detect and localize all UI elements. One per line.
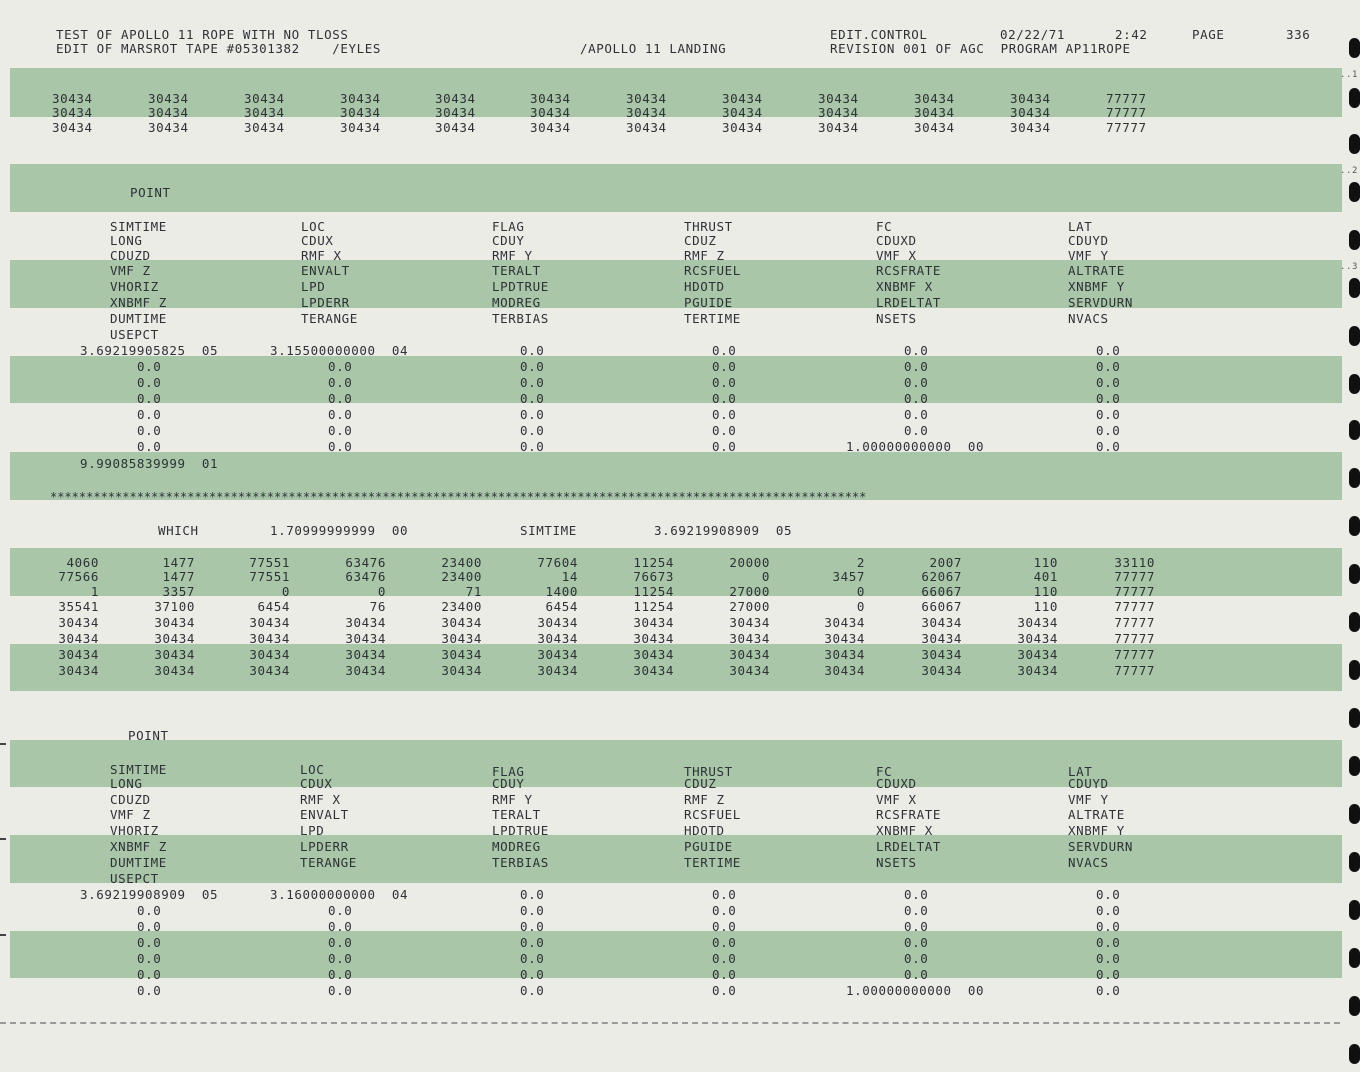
field-label: CDUXD xyxy=(876,776,917,791)
octal-cell: 77777 xyxy=(1114,599,1155,614)
field-label: RCSFRATE xyxy=(876,807,942,822)
field-label: TERBIAS xyxy=(492,855,549,870)
field-label: LRDELTAT xyxy=(876,839,942,854)
field-value: 0.0 xyxy=(904,903,929,918)
octal-cell: 4060 xyxy=(66,555,99,570)
field-value: 0.0 xyxy=(137,375,162,390)
field-value: 0.0 xyxy=(904,359,929,374)
field-label: XNBMF Z xyxy=(110,295,167,310)
octal-cell: 30434 xyxy=(824,663,865,678)
field-value: 0.0 xyxy=(520,375,545,390)
field-label: LONG xyxy=(110,233,143,248)
octal-cell: 30434 xyxy=(58,647,99,662)
octal-cell: 77777 xyxy=(1114,584,1155,599)
octal-cell: 2 xyxy=(856,555,865,570)
field-value: 0.0 xyxy=(520,407,545,422)
field-value: 0.0 xyxy=(904,391,929,406)
octal-cell: 30434 xyxy=(58,663,99,678)
octal-cell: 30434 xyxy=(729,615,770,630)
field-value: 0.0 xyxy=(137,423,162,438)
octal-cell: 0 xyxy=(856,584,865,599)
field-label: ALTRATE xyxy=(1068,263,1125,278)
octal-cell: 0 xyxy=(377,584,386,599)
point-title: POINT xyxy=(128,728,169,743)
field-label: USEPCT xyxy=(110,871,159,886)
field-label: RMF Z xyxy=(684,792,725,807)
field-label: RMF Z xyxy=(684,248,725,263)
margin-mark: ..1 xyxy=(1340,70,1359,80)
field-value: 0.0 xyxy=(712,887,737,902)
octal-cell: 77777 xyxy=(1114,647,1155,662)
field-value: 0.0 xyxy=(712,903,737,918)
octal-cell: 1400 xyxy=(545,584,578,599)
octal-cell: 11254 xyxy=(633,599,674,614)
octal-cell: 30434 xyxy=(537,647,578,662)
field-value: 0.0 xyxy=(520,967,545,982)
octal-cell: 30434 xyxy=(921,615,962,630)
octal-cell: 401 xyxy=(1033,569,1058,584)
field-value: 0.0 xyxy=(137,391,162,406)
octal-cell: 11254 xyxy=(633,584,674,599)
octal-cell: 30434 xyxy=(824,647,865,662)
octal-cell: 30434 xyxy=(633,647,674,662)
octal-cell: 30434 xyxy=(1017,663,1058,678)
field-label: VHORIZ xyxy=(110,823,159,838)
octal-cell: 1477 xyxy=(162,555,195,570)
octal-cell: 66067 xyxy=(921,599,962,614)
field-label: USEPCT xyxy=(110,327,159,342)
field-value: 0.0 xyxy=(904,887,929,902)
header-date: 02/22/71 xyxy=(1000,27,1066,42)
octal-cell: 6454 xyxy=(545,599,578,614)
field-value: 0.0 xyxy=(520,343,545,358)
field-value: 0.0 xyxy=(137,983,162,998)
field-label: NVACS xyxy=(1068,311,1109,326)
octal-cell: 0 xyxy=(761,569,770,584)
field-label: LOC xyxy=(300,762,325,777)
octal-cell: 30434 xyxy=(1017,647,1058,662)
field-label: FC xyxy=(876,764,893,779)
octal-cell: 30434 xyxy=(58,615,99,630)
octal-cell: 30434 xyxy=(633,631,674,646)
octal-cell: 30434 xyxy=(633,663,674,678)
octal-cell: 3357 xyxy=(162,584,195,599)
field-label: PGUIDE xyxy=(684,295,733,310)
octal-cell: 71 xyxy=(465,584,482,599)
field-label: CDUY xyxy=(492,776,525,791)
field-value: 0.0 xyxy=(328,375,353,390)
field-label: NSETS xyxy=(876,855,917,870)
field-value: 0.0 xyxy=(328,951,353,966)
green-bar xyxy=(10,164,1342,212)
field-label: XNBMF X xyxy=(876,823,933,838)
octal-cell: 30434 xyxy=(249,615,290,630)
green-bar xyxy=(10,835,1342,883)
green-bar xyxy=(10,260,1342,308)
octal-cell: 77777 xyxy=(1114,615,1155,630)
field-value: 0.0 xyxy=(520,935,545,950)
simtime-label: SIMTIME xyxy=(520,523,577,538)
field-label: SERVDURN xyxy=(1068,295,1134,310)
field-label: THRUST xyxy=(684,219,733,234)
field-value: 0.0 xyxy=(328,423,353,438)
field-label: TERTIME xyxy=(684,855,741,870)
left-edge-mark xyxy=(0,934,6,936)
which-value: 1.70999999999 00 xyxy=(270,523,409,538)
field-value: 0.0 xyxy=(520,359,545,374)
field-label: CDUY xyxy=(492,233,525,248)
left-edge-mark xyxy=(0,743,6,745)
octal-cell: 77566 xyxy=(58,569,99,584)
field-label: VMF X xyxy=(876,248,917,263)
field-value: 0.0 xyxy=(1096,391,1121,406)
field-value: 3.69219908909 05 xyxy=(80,887,219,902)
octal-cell: 37100 xyxy=(154,599,195,614)
field-value: 0.0 xyxy=(1096,983,1121,998)
field-value: 0.0 xyxy=(1096,343,1121,358)
field-label: CDUXD xyxy=(876,233,917,248)
octal-cell: 30434 xyxy=(249,663,290,678)
field-label: DUMTIME xyxy=(110,855,167,870)
octal-cell: 30434 xyxy=(921,631,962,646)
field-label: LPD xyxy=(301,279,326,294)
field-label: CDUZD xyxy=(110,792,151,807)
octal-cell: 30434 xyxy=(154,663,195,678)
field-label: TERANGE xyxy=(301,311,358,326)
field-label: CDUX xyxy=(301,233,334,248)
octal-cell: 3457 xyxy=(832,569,865,584)
field-value: 0.0 xyxy=(137,951,162,966)
octal-cell: 20000 xyxy=(729,555,770,570)
octal-cell: 33110 xyxy=(1114,555,1155,570)
field-label: RMF X xyxy=(300,792,341,807)
octal-cell: 76 xyxy=(369,599,386,614)
field-label: LAT xyxy=(1068,764,1093,779)
header-edit-control: EDIT.CONTROL xyxy=(830,27,928,42)
octal-cell: 62067 xyxy=(921,569,962,584)
field-value: 0.0 xyxy=(904,951,929,966)
field-label: LONG xyxy=(110,776,143,791)
field-label: VMF Y xyxy=(1068,248,1109,263)
field-label: SERVDURN xyxy=(1068,839,1134,854)
field-label: VMF X xyxy=(876,792,917,807)
field-label: NSETS xyxy=(876,311,917,326)
field-label: LRDELTAT xyxy=(876,295,942,310)
field-label: RCSFRATE xyxy=(876,263,942,278)
field-label: THRUST xyxy=(684,764,733,779)
field-label: ENVALT xyxy=(300,807,349,822)
header-time: 2:42 xyxy=(1115,27,1148,42)
field-value: 0.0 xyxy=(1096,375,1121,390)
field-label: CDUYD xyxy=(1068,233,1109,248)
field-value: 0.0 xyxy=(712,951,737,966)
field-label: HDOTD xyxy=(684,823,725,838)
field-value: 0.0 xyxy=(137,439,162,454)
field-value: 0.0 xyxy=(137,903,162,918)
field-value: 0.0 xyxy=(904,919,929,934)
field-value: 0.0 xyxy=(520,439,545,454)
octal-cell: 30434 xyxy=(441,631,482,646)
octal-cell: 30434 xyxy=(921,663,962,678)
octal-cell: 30434 xyxy=(729,647,770,662)
field-value: 0.0 xyxy=(328,919,353,934)
field-value: 0.0 xyxy=(1096,919,1121,934)
octal-cell: 30434 xyxy=(154,631,195,646)
field-value: 0.0 xyxy=(328,935,353,950)
field-value: 0.0 xyxy=(1096,359,1121,374)
field-label: RMF Y xyxy=(492,248,533,263)
green-bar xyxy=(10,740,1342,787)
octal-cell: 30434 xyxy=(345,647,386,662)
field-value: 0.0 xyxy=(328,903,353,918)
field-label: NVACS xyxy=(1068,855,1109,870)
field-label: ALTRATE xyxy=(1068,807,1125,822)
field-label: XNBMF Y xyxy=(1068,279,1125,294)
field-value: 3.16000000000 04 xyxy=(270,887,409,902)
field-value: 0.0 xyxy=(520,423,545,438)
octal-cell: 30434 xyxy=(1017,615,1058,630)
field-value: 0.0 xyxy=(520,919,545,934)
field-value: 0.0 xyxy=(1096,887,1121,902)
octal-cell: 77604 xyxy=(537,555,578,570)
point-title: POINT xyxy=(130,185,171,200)
left-edge-mark xyxy=(0,838,6,840)
octal-cell: 30434 xyxy=(1017,631,1058,646)
field-value: 0.0 xyxy=(1096,423,1121,438)
field-label: LAT xyxy=(1068,219,1093,234)
field-label: TERALT xyxy=(492,807,541,822)
field-label: MODREG xyxy=(492,295,541,310)
octal-cell: 30434 xyxy=(537,631,578,646)
octal-cell: 63476 xyxy=(345,555,386,570)
octal-cell: 1 xyxy=(90,584,99,599)
margin-mark: ..3 xyxy=(1340,262,1359,272)
octal-cell: 77551 xyxy=(249,569,290,584)
field-label: LOC xyxy=(301,219,326,234)
octal-cell: 30434 xyxy=(345,615,386,630)
field-value: 0.0 xyxy=(904,375,929,390)
header-page-label: PAGE xyxy=(1192,27,1225,42)
field-value: 0.0 xyxy=(137,359,162,374)
octal-cell: 66067 xyxy=(921,584,962,599)
field-value: 0.0 xyxy=(712,375,737,390)
field-value: 0.0 xyxy=(520,983,545,998)
octal-cell: 35541 xyxy=(58,599,99,614)
octal-cell: 30434 xyxy=(537,663,578,678)
field-value: 0.0 xyxy=(1096,903,1121,918)
header-page-number: 336 xyxy=(1286,27,1311,42)
field-label: CDUYD xyxy=(1068,776,1109,791)
field-label: XNBMF X xyxy=(876,279,933,294)
octal-cell: 6454 xyxy=(257,599,290,614)
field-label: FC xyxy=(876,219,893,234)
field-label: CDUX xyxy=(300,776,333,791)
field-value: 1.00000000000 00 xyxy=(846,983,985,998)
field-value: 0.0 xyxy=(904,343,929,358)
field-label: FLAG xyxy=(492,219,525,234)
field-value: 9.99085839999 01 xyxy=(80,456,219,471)
field-value: 0.0 xyxy=(712,967,737,982)
field-label: TERALT xyxy=(492,263,541,278)
field-value: 3.15500000000 04 xyxy=(270,343,409,358)
field-value: 0.0 xyxy=(137,967,162,982)
field-label: LPD xyxy=(300,823,325,838)
octal-cell: 23400 xyxy=(441,599,482,614)
field-label: SIMTIME xyxy=(110,219,167,234)
header-center-title: /APOLLO 11 LANDING xyxy=(580,41,727,56)
field-value: 0.0 xyxy=(904,967,929,982)
octal-cell: 0 xyxy=(856,599,865,614)
field-value: 0.0 xyxy=(328,967,353,982)
field-label: XNBMF Y xyxy=(1068,823,1125,838)
octal-cell: 30434 xyxy=(824,631,865,646)
field-label: TERBIAS xyxy=(492,311,549,326)
field-value: 0.0 xyxy=(712,407,737,422)
field-label: TERANGE xyxy=(300,855,357,870)
octal-cell: 110 xyxy=(1033,584,1058,599)
field-value: 0.0 xyxy=(328,439,353,454)
field-value: 0.0 xyxy=(712,343,737,358)
field-label: RMF X xyxy=(301,248,342,263)
octal-cell: 27000 xyxy=(729,599,770,614)
octal-cell: 77777 xyxy=(1114,663,1155,678)
field-value: 0.0 xyxy=(520,951,545,966)
field-value: 0.0 xyxy=(712,423,737,438)
octal-cell: 77777 xyxy=(1114,569,1155,584)
octal-cell: 30434 xyxy=(249,647,290,662)
margin-mark: ..2 xyxy=(1340,166,1359,176)
field-value: 0.0 xyxy=(137,919,162,934)
field-label: LPDTRUE xyxy=(492,279,549,294)
octal-cell: 30434 xyxy=(249,631,290,646)
which-label: WHICH xyxy=(158,523,199,538)
field-value: 0.0 xyxy=(1096,935,1121,950)
field-label: CDUZ xyxy=(684,233,717,248)
field-value: 3.69219905825 05 xyxy=(80,343,219,358)
perforation-line xyxy=(0,1022,1340,1026)
green-bar xyxy=(10,931,1342,978)
octal-cell: 23400 xyxy=(441,569,482,584)
field-value: 0.0 xyxy=(712,439,737,454)
separator-line: ***************************************************************************************************************** xyxy=(50,490,867,504)
octal-cell: 63476 xyxy=(345,569,386,584)
octal-cell: 1477 xyxy=(162,569,195,584)
octal-cell: 30434 xyxy=(824,615,865,630)
field-label: RCSFUEL xyxy=(684,263,741,278)
octal-cell: 2007 xyxy=(929,555,962,570)
field-label: LPDERR xyxy=(301,295,350,310)
field-label: PGUIDE xyxy=(684,839,733,854)
octal-cell: 30434 xyxy=(729,663,770,678)
field-label: VMF Z xyxy=(110,263,151,278)
field-value: 0.0 xyxy=(904,407,929,422)
octal-cell: 14 xyxy=(561,569,578,584)
field-value: 0.0 xyxy=(328,983,353,998)
field-value: 0.0 xyxy=(712,935,737,950)
field-label: HDOTD xyxy=(684,279,725,294)
octal-cell: 30434 xyxy=(441,663,482,678)
field-label: LPDERR xyxy=(300,839,349,854)
octal-cell: 30434 xyxy=(345,663,386,678)
octal-cell: 30434 xyxy=(441,615,482,630)
field-label: VMF Y xyxy=(1068,792,1109,807)
field-value: 0.0 xyxy=(1096,407,1121,422)
field-value: 0.0 xyxy=(137,407,162,422)
octal-cell: 30434 xyxy=(537,615,578,630)
field-value: 0.0 xyxy=(520,887,545,902)
octal-cell: 77551 xyxy=(249,555,290,570)
field-label: VMF Z xyxy=(110,807,151,822)
octal-cell: 23400 xyxy=(441,555,482,570)
field-value: 0.0 xyxy=(328,359,353,374)
field-label: RMF Y xyxy=(492,792,533,807)
field-value: 0.0 xyxy=(1096,439,1121,454)
octal-cell: 76673 xyxy=(633,569,674,584)
field-value: 0.0 xyxy=(137,935,162,950)
octal-cell: 30434 xyxy=(58,631,99,646)
field-value: 0.0 xyxy=(712,391,737,406)
field-label: FLAG xyxy=(492,764,525,779)
field-value: 0.0 xyxy=(712,359,737,374)
octal-cell: 77777 xyxy=(1114,631,1155,646)
field-value: 0.0 xyxy=(904,423,929,438)
octal-cell: 30434 xyxy=(729,631,770,646)
octal-cell: 30434 xyxy=(154,615,195,630)
field-value: 0.0 xyxy=(712,919,737,934)
octal-cell: 30434 xyxy=(441,647,482,662)
octal-cell: 27000 xyxy=(729,584,770,599)
field-value: 0.0 xyxy=(520,391,545,406)
field-label: VHORIZ xyxy=(110,279,159,294)
header-tape: EDIT OF MARSROT TAPE #05301382 /EYLES xyxy=(56,41,382,56)
field-label: MODREG xyxy=(492,839,541,854)
field-label: LPDTRUE xyxy=(492,823,549,838)
field-value: 0.0 xyxy=(712,983,737,998)
octal-cell: 110 xyxy=(1033,599,1058,614)
field-value: 1.00000000000 00 xyxy=(846,439,985,454)
field-label: TERTIME xyxy=(684,311,741,326)
simtime-value: 3.69219908909 05 xyxy=(654,523,793,538)
field-value: 0.0 xyxy=(1096,951,1121,966)
field-value: 0.0 xyxy=(904,935,929,950)
octal-cell: 30434 xyxy=(154,647,195,662)
field-value: 0.0 xyxy=(1096,967,1121,982)
green-bar xyxy=(10,356,1342,403)
field-value: 0.0 xyxy=(328,407,353,422)
field-label: XNBMF Z xyxy=(110,839,167,854)
header-title: TEST OF APOLLO 11 ROPE WITH NO TLOSS xyxy=(56,27,349,42)
field-label: RCSFUEL xyxy=(684,807,741,822)
octal-cell: 30434 xyxy=(921,647,962,662)
field-label: DUMTIME xyxy=(110,311,167,326)
octal-cell: 11254 xyxy=(633,555,674,570)
octal-cell: 0 xyxy=(281,584,290,599)
field-label: CDUZD xyxy=(110,248,151,263)
field-value: 0.0 xyxy=(328,391,353,406)
octal-cell: 30434 xyxy=(633,615,674,630)
octal-cell: 30434 xyxy=(345,631,386,646)
octal-cell: 110 xyxy=(1033,555,1058,570)
field-label: SIMTIME xyxy=(110,762,167,777)
header-revision: REVISION 001 OF AGC PROGRAM AP11ROPE xyxy=(830,41,1131,56)
field-label: ENVALT xyxy=(301,263,350,278)
field-label: CDUZ xyxy=(684,776,717,791)
field-value: 0.0 xyxy=(520,903,545,918)
